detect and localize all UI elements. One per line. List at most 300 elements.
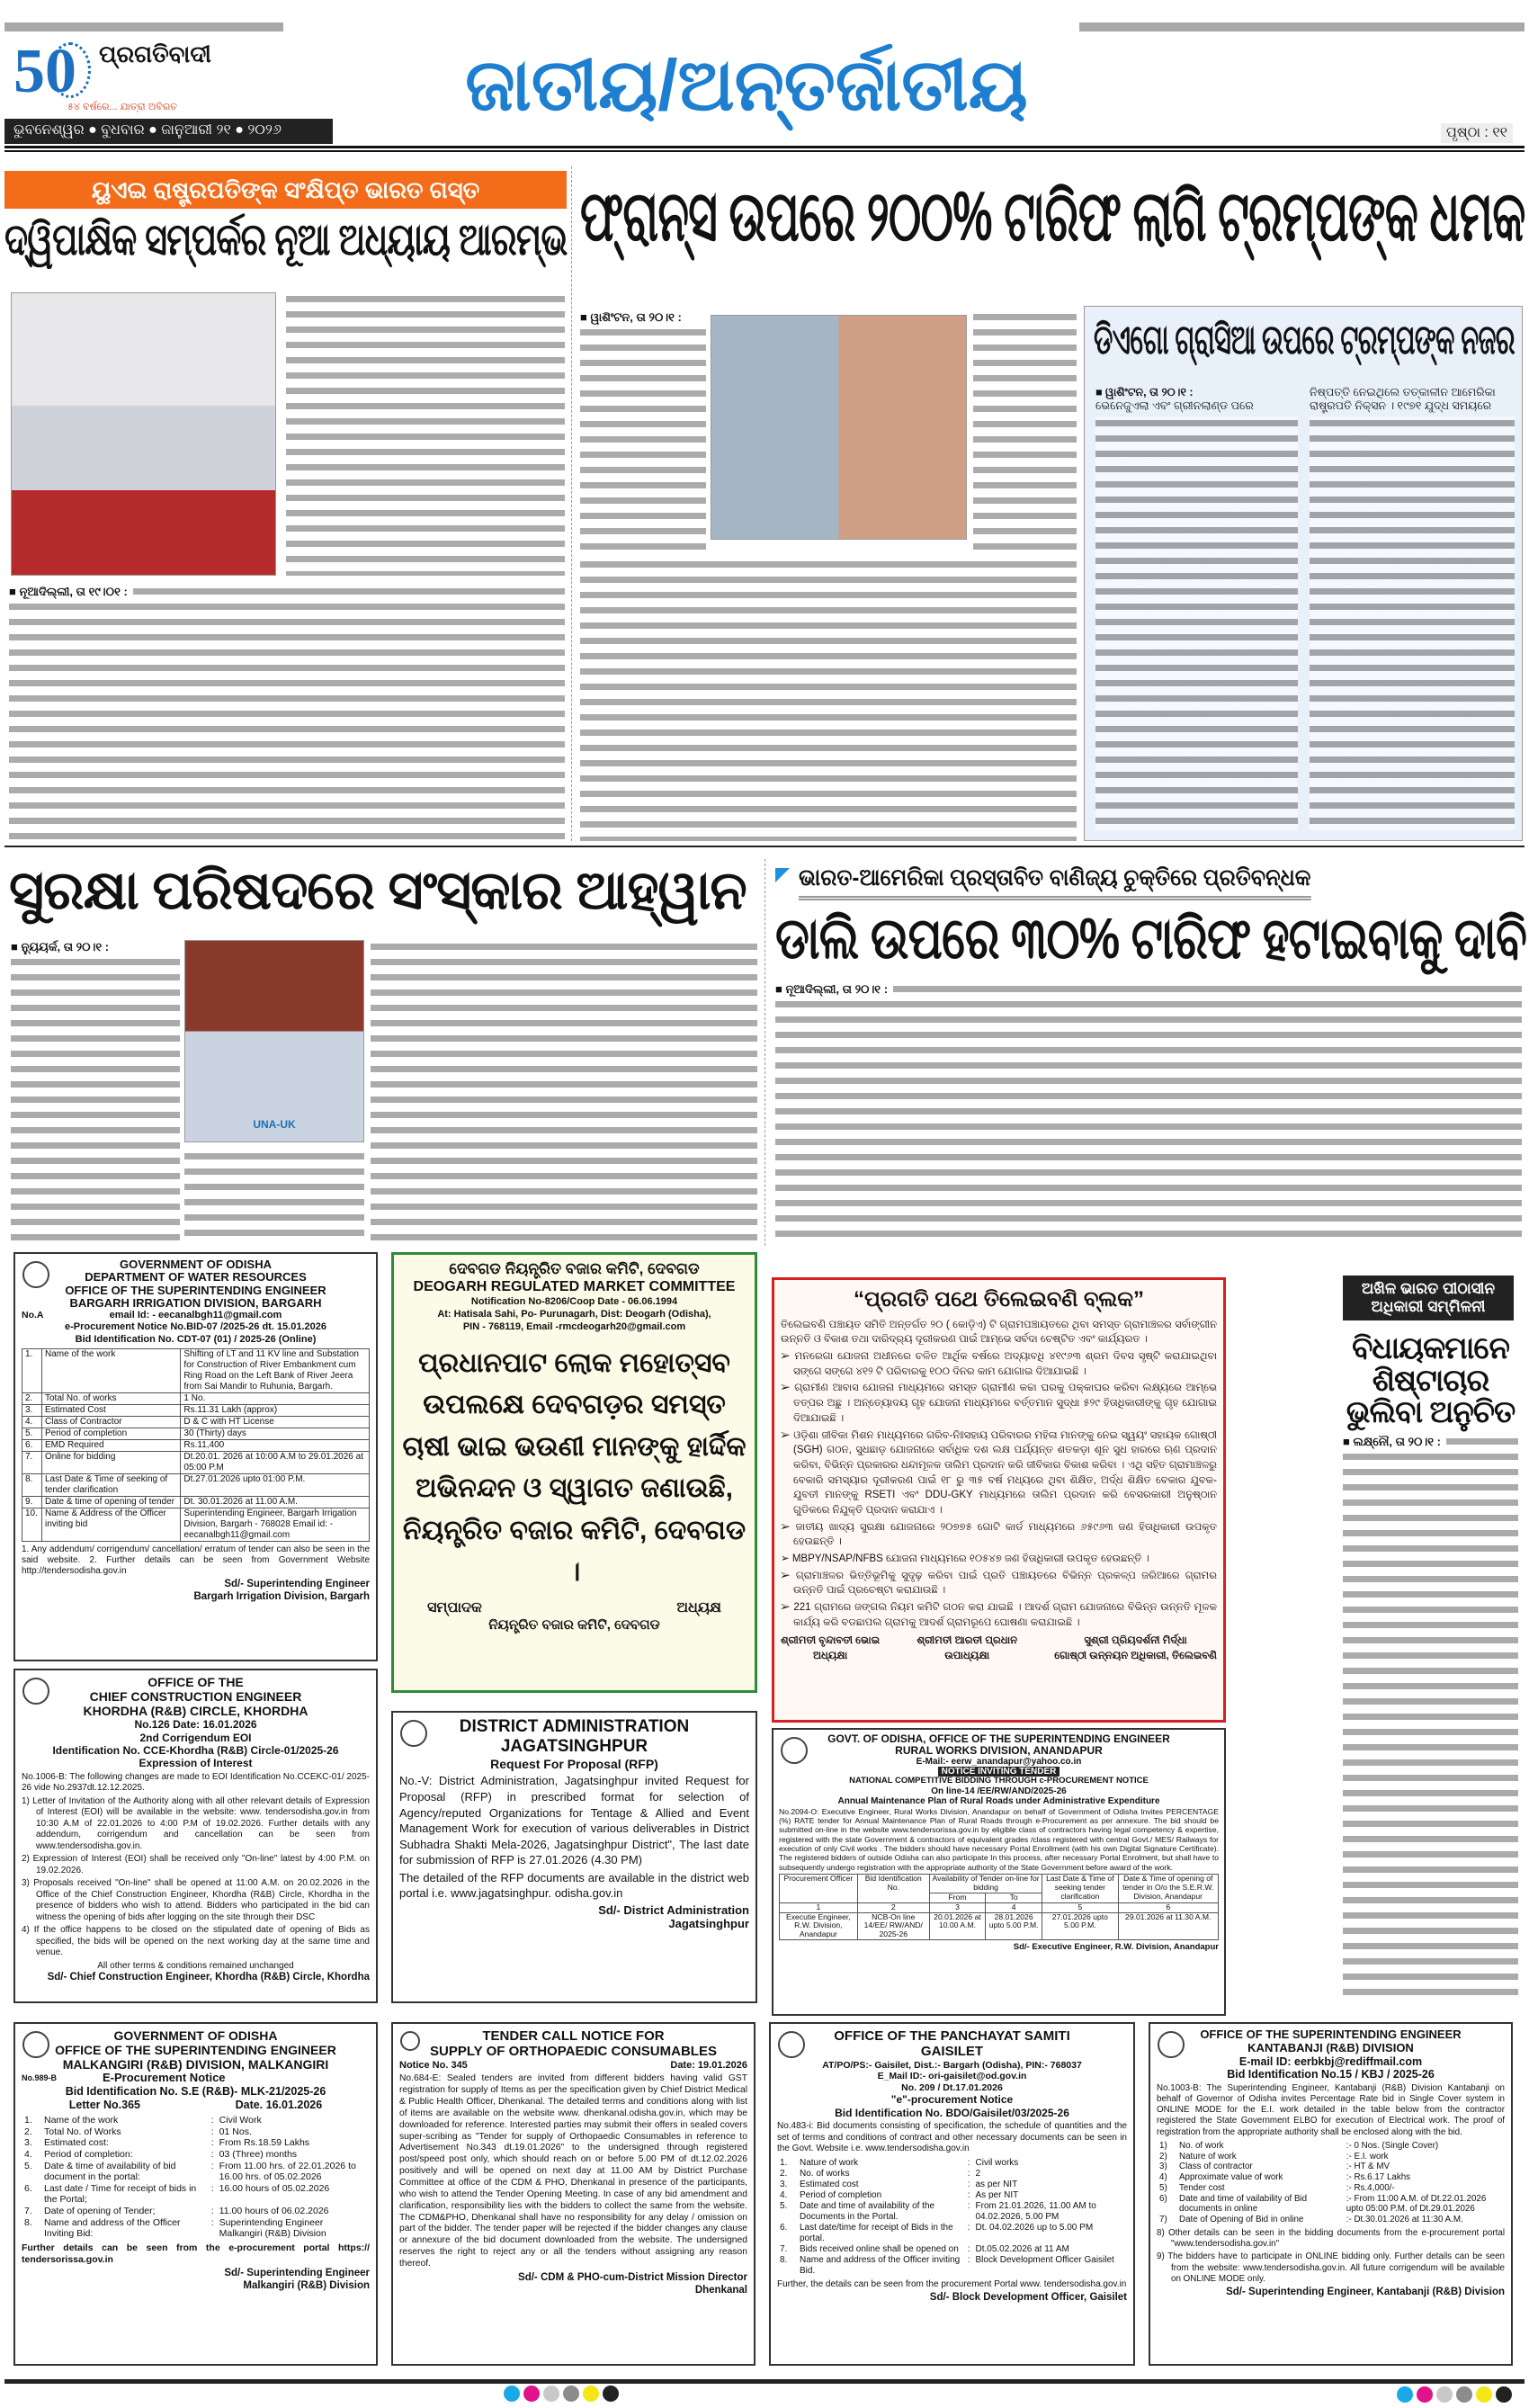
mla-kicker: ଅଖିଳ ଭାରତ ପୀଠାସୀନ ଅଧିକାରୀ ସମ୍ମିଳନୀ [1343, 1276, 1514, 1320]
ad-email: E-mail ID: eerbkbj@rediffmail.com [1238, 2054, 1423, 2068]
table-row [1157, 2183, 1505, 2194]
row-value: Block Development Officer Gaisilet [975, 2254, 1114, 2265]
ad-table [1157, 2141, 1505, 2225]
ad-khordha-eoi [13, 1669, 378, 2003]
row-number: 3) [1159, 2162, 1167, 2172]
row-number: 1. [780, 2157, 788, 2168]
row-value: Dt.20.01. 2026 at 10:00 A.M to 29.01.2026 at 05:00 P.M [181, 1451, 370, 1473]
row-value: 2 [975, 2168, 981, 2179]
row-number: 1) [1159, 2140, 1167, 2151]
row-value: Shifting of LT and 11 KV line and Substation for Construction of River Embankment cum Ring Road on the Left Bank of River Jeera from Sai Mandir to Ruhunia, Bargarh. [181, 1348, 370, 1392]
ad-orthopaedic-tender [391, 2022, 756, 2366]
arrow-bullet-icon: ➢ [781, 1351, 795, 1363]
odisha-emblem-icon [778, 2031, 805, 2058]
row-number: 8. [24, 2216, 32, 2228]
footer-rule [4, 2379, 1525, 2384]
ad-bid-id: Bid Identification No. CDT-07 (01) / 2025-26 (Online) [75, 1333, 317, 1345]
table-row [1157, 2172, 1505, 2183]
colon: : [210, 2216, 214, 2228]
row-value: Superintending Engineer Malkangiri (R&B) Division [219, 2216, 326, 2240]
diego-lead: ଭେନେଜୁଏଲା ଏବଂ ଗ୍ରୀନଲାଣ୍ଡ ପରେ [1095, 399, 1254, 412]
ad-notice: E-Procurement Notice [103, 2071, 226, 2085]
row-label: Period of completion [42, 1428, 181, 1439]
diego-col2-line: ରାଷ୍ଟ୍ରପତି ନିକ୍ସନ । ୧୯୭୧ ଯୁଦ୍ଧ ସମୟରେ [1310, 399, 1492, 412]
row-value: :- HT & MV [1346, 2162, 1390, 2172]
ad-tilebani-block [772, 1277, 1226, 1723]
row-number: 2. [24, 2126, 32, 2137]
row-value: 01 Nos. [219, 2126, 252, 2137]
row-label: Period of completion [800, 2189, 882, 2200]
uae-body [9, 585, 565, 841]
ad-malkangiri [13, 2022, 378, 2366]
table-row [777, 2158, 1127, 2169]
ad-secretary: ସମ୍ପାଦକ [427, 1599, 482, 1616]
diego-col2 [1310, 386, 1515, 830]
bullet-text: ଗ୍ରାମୀଣ ଆବାସ ଯୋଜନା ମାଧ୍ୟମରେ ସମସ୍ତ ଗ୍ରାମୀଣ କଚ୍ଚା ଘରକୁ ପକ୍କାଘର କରିବା ଲକ୍ଷ୍ୟରେ ଆମ୍ଭେ ତତ୍ପର ଅଛୁ । ଅନ୍ତ୍ୟୋଦୟ ଗୃହ ଯୋଜନା ମାଧ୍ୟମରେ ବର୍ତ୍ତମାନ ସୁଦ୍ଧା ୫୨୯ ହିତାଧିକାରୀଙ୍କୁ ଗୃହ ଯୋଗାଇ ଦିଆଯାଇଛି । [793, 1383, 1217, 1424]
ad-ident: Identification No. CCE-Khordha (R&B) Circle-01/2025-26 [52, 1744, 339, 1758]
row-label: Date of Opening of Bid in online [1179, 2215, 1304, 2225]
row-value: as per NIT [975, 2179, 1018, 2189]
triangle-icon [775, 868, 790, 882]
registration-dot [1417, 2386, 1433, 2403]
ad-signature: Sd/- CDM & PHO-cum-District Mission Director Dhenkanal [518, 2271, 747, 2296]
colon: : [210, 2205, 214, 2216]
un-body-left [11, 940, 180, 1241]
uae-photo [11, 292, 276, 576]
row-value: 30 (Thirty) days [181, 1428, 370, 1439]
table-row [1157, 2162, 1505, 2172]
column-divider-2 [764, 859, 765, 1246]
table-row [22, 2161, 370, 2183]
colon: : [967, 2168, 970, 2179]
signatory-role: ଅଧ୍ୟକ୍ଷା [812, 1650, 848, 1661]
bullet-text: MBPY/NSAP/NFBS ଯୋଜନା ମାଧ୍ୟମରେ ୧୦୫୪୭ ଜଣ ହିତାଧିକାରୀ ଉପକୃତ ହେଉଛନ୍ତି । [791, 1553, 1149, 1564]
diego-headline: ଡିଏଗୋ ଗ୍ରାସିଆ ଉପରେ ଟ୍ରମ୍ପଙ୍କ ନଜର [1094, 316, 1516, 363]
registration-dot [563, 2386, 579, 2402]
row-number: 9. [22, 1496, 42, 1508]
section-title: ଜାତୀୟ/ଅନ୍ତର୍ଜାତୀୟ [465, 45, 1028, 125]
arrow-bullet-icon: ➢ [781, 1429, 794, 1441]
ad-note: Further, the details can be seen from the procurement Portal www. tendersodisha.gov.in [777, 2278, 1127, 2289]
ad-email: E-Mail:- eerw_anandapur@yahoo.co.in [916, 1757, 1082, 1768]
row-value: Civil Work [219, 2115, 262, 2126]
ad-signature: Sd/- Superintending Engineer Malkangiri (R&B) Division [224, 2268, 370, 2291]
row-value: Superintending Engineer, Bargarh Irrigation Division, Bargarh - 768028 Email id: -eecanalbgh11@gmail.com [181, 1508, 370, 1541]
row-number: 3. [24, 2137, 32, 2149]
colon: : [210, 2126, 214, 2137]
row-label: No. of work [1179, 2140, 1224, 2151]
page-number: ପୃଷ୍ଠା : ୧୧ [1441, 123, 1513, 143]
bullet-text: 221 ଗ୍ରାମରେ ଜଙ୍ଗଲ ନିୟମ କମିଟି ଗଠନ କରା ଯାଇଛି । ଆଦର୍ଶ ଗ୍ରାମ ଯୋଜନାରେ ବିଭିନ୍ନ ଉନ୍ନତି ମୂଳକ କାର୍ଯ୍ୟ କରି ବଡଛାପଲ ଗ୍ରାମକୁ ଆଦର୍ଶ ଗ୍ରାମରୂପେ ଘୋଷଣା କରାଯାଇଛି । [793, 1601, 1217, 1628]
table-row [1157, 2194, 1505, 2216]
colon: : [967, 2179, 970, 2189]
diego-col2-lead: ନିଷ୍ପତ୍ତି ନେଇଥିଲେ ତତ୍କାଳୀନ ଆମେରିକା [1310, 386, 1496, 398]
ad-email: email Id: - eecanalbgh11@gmail.com [109, 1310, 282, 1321]
ad-plan: Annual Maintenance Plan of Rural Roads under Administrative Expenditure [837, 1795, 1160, 1806]
table-row [1157, 2141, 1505, 2152]
row-value: Civil works [975, 2157, 1019, 2168]
row-number: 5. [24, 2160, 32, 2171]
row-value: D & C with HT License [181, 1416, 370, 1428]
uae-dateline: ■ ନୂଆଦିଲ୍ଲୀ, ତା ୧୯।୦୧ : [9, 585, 133, 599]
table-row [1157, 2215, 1505, 2225]
row-number: 7. [22, 1451, 42, 1473]
dal-headline: ଡାଲି ଉପରେ ୩୦% ଟାରିଫ ହଟାଇବାକୁ ଦାବି [775, 906, 1527, 971]
row-label: Nature of work [1179, 2151, 1237, 2162]
table-row [22, 1473, 370, 1496]
ad-bid-id: Bid Identification No. S.E (R&B)- MLK-21/2025-26 [65, 2085, 326, 2099]
table-row [22, 2206, 370, 2217]
logo-seal-icon [49, 42, 91, 98]
logo-50: 50 [13, 37, 76, 106]
row-number: 4. [24, 2149, 32, 2160]
row-label: Date and time of vailability of Bid documents in online [1179, 2193, 1308, 2215]
ad-corrigendum: 2nd Corrigendum EOI [139, 1731, 252, 1744]
france-headline: ଫ୍ରାନ୍ସ ଉପରେ ୨୦୦% ଟାରିଫ ଲାଗି ଟ୍ରମ୍ପଙ୍କ ଧମକ [580, 176, 1525, 255]
ad-notice: "e"-procurement Notice [890, 2093, 1014, 2107]
ad-kantabanji [1149, 2022, 1513, 2366]
table-row [777, 2244, 1127, 2255]
colon: : [967, 2254, 970, 2265]
row-number: 1. [22, 1348, 42, 1392]
list-item: 8) Other details can be seen in the bidding documents from the e-procurement portal "www.tendersodisha.gov.in" [1157, 2227, 1505, 2250]
row-label: Date and time of availability of the Documents in the Portal. [800, 2200, 935, 2222]
row-label: EMD Required [42, 1439, 181, 1451]
colon: : [210, 2137, 214, 2149]
col-header: Procurement Officer [780, 1875, 858, 1903]
row-label: Total No. of works [42, 1392, 181, 1404]
ad-no: No.989-B [22, 2073, 58, 2083]
ad-online-no: On line-14 /EE/RW/AND/2025-26 [931, 1786, 1067, 1796]
ad-signatories [781, 1634, 1217, 1663]
row-number: 2. [780, 2168, 788, 2179]
row-label: Tender cost [1179, 2182, 1225, 2193]
bullet-text: ଗ୍ରାମାଞ୍ଚଳର ଭିତ୍ତିଭୂମିକୁ ସୁଦୃଢ଼ କରିବା ପାଇଁ ପ୍ରତି ପଞ୍ଚାୟତରେ ବିଭିନ୍ନ ପ୍ରକଳ୍ପ ଜରିଆରେ ଗ୍ରାମର ଉନ୍ନତି ପାଇଁ ପ୍ରଚେଷ୍ଟା କରାଯାଉଛି । [793, 1570, 1217, 1597]
row-label: Name & Address of the Officer inviting bid [42, 1508, 181, 1541]
table-row [777, 2223, 1127, 2244]
ad-note: Further details can be seen from the e-procurement portal https:// tendersorissa.gov.in [22, 2242, 370, 2265]
list-item [781, 1381, 1217, 1426]
table-row [22, 2183, 370, 2206]
table-row [777, 2190, 1127, 2201]
odisha-emblem-icon [22, 1678, 49, 1705]
column-divider [571, 166, 572, 841]
colon: : [967, 2157, 970, 2168]
row-label: Approximate value of work [1179, 2172, 1283, 2183]
row-value: :- Dt.30.01.2026 at 11:30 A.M. [1346, 2215, 1463, 2225]
signatory [1054, 1634, 1217, 1663]
row-value: Dt.27.01.2026 upto 01:00 P.M. [181, 1473, 370, 1496]
row-label: Last date / Time for receipt of bids in the Portal; [44, 2182, 197, 2206]
ad-bid-id: Bid Identification No. BDO/Gaisilet/03/2025-26 [835, 2106, 1069, 2119]
col-header: Bid Identification No. [857, 1875, 929, 1903]
ad-heading: OFFICE OF THE SUPERINTENDING ENGINEER KANTABANJI (R&B) DIVISION [1200, 2028, 1462, 2054]
ad-notice-no: Notice No. 345 [399, 2059, 468, 2071]
signatory-role: ଉପାଧ୍ୟକ୍ଷା [944, 1650, 990, 1661]
top-rule-right [1079, 22, 1525, 31]
colon: : [967, 2222, 970, 2233]
table-row [22, 2137, 370, 2149]
table-row [22, 1404, 370, 1416]
paper-name: ପ୍ରଗତିବାଦୀ [99, 40, 211, 67]
row-number: 8. [22, 1473, 42, 1496]
uae-kicker: ୟୁଏଇ ରାଷ୍ଟ୍ରପତିଙ୍କ ସଂକ୍ଷିପ୍ତ ଭାରତ ଗସ୍ତ [4, 171, 567, 209]
registration-dot [1436, 2386, 1453, 2403]
row-number: 7. [24, 2205, 32, 2216]
ad-date: Date. 16.01.2026 [235, 2098, 323, 2111]
uae-headline: ଦ୍ୱିପାକ୍ଷିକ ସମ୍ପର୍କର ନୂଆ ଅଧ୍ୟାୟ ଆରମ୍ଭ [4, 214, 568, 264]
table-row [22, 2217, 370, 2240]
logo-tagline: ୫୪ ବର୍ଷରେ... ଯାତ୍ରା ଅବିରତ [67, 102, 178, 112]
ad-unchanged: All other terms & conditions remained unchanged [97, 1960, 294, 1971]
row-value: Rs.11.31 Lakh (approx) [181, 1404, 370, 1416]
uae-body-right [286, 292, 565, 576]
row-label: Date & time of availability of bid document in the portal: [44, 2160, 176, 2183]
ad-no: No.126 Date: 16.01.2026 [134, 1718, 257, 1732]
row-label: Estimated cost: [44, 2137, 109, 2149]
france-body-bottom [580, 558, 1077, 841]
row-value: 03 (Three) months [219, 2149, 298, 2160]
row-value: :- From 11:00 A.M. of Dt.22.01.2026 upto 05:00 P.M. of Dt.29.01.2026 [1346, 2193, 1487, 2215]
list-item [781, 1349, 1217, 1379]
dateline-bar: ଭୁବନେଶ୍ୱର ● ବୁଧବାର ● ଜାନୁଆରୀ ୨୧ ● ୨୦୨୬ [4, 119, 333, 144]
row-label: Bids received online shall be opened on [800, 2243, 959, 2254]
ad-anandapur-tender [772, 1728, 1226, 2016]
un-headline: ସୁରକ୍ଷା ପରିଷଦରେ ସଂସ୍କାର ଆହ୍ୱାନ [9, 860, 747, 920]
registration-dot [1496, 2386, 1512, 2403]
ad-body: No.684-E: Sealed tenders are invited from different bidders having valid GST registration for supply of Items as per the specification given by Chief District Medical & Public Health Officer, Dhenkanal. The detailed terms and conditions along with list of items are available on the website www. dhenkanal.odisha.gov.in, which may be downloaded for reference. Interested parties may submit their offers in sealed covers super-scribing as "Tender for supply of Orthopaedic Consumables in reference to Advertisement No.343 dt.19.01.2026" to the undersigned through registered post/speed post only, which should reach on or before 5.00 PM of dt.12.02.2026 positively and will be opened on next day at 11.00 AM by District Purchase Committee at office of the CDM & PHO, Dhenkanal in presence of the participants, who wish to attend the Tender Opening Meeting. In case of any bid amendment and clarification, responsibility lies with the bidders to collect the same from the website. The CDM&PHO, Dhenkanal shall have no responsibility for any delay / omission on part of the bidder. The tender paper will be rejected if the bidder changes any clause or annexure of the bid document downloaded from the website. The undersigned reserves the right to reject any or all the tenders without assigning any reason thereof. [399, 2073, 747, 2269]
macron-trump-photo [711, 315, 967, 540]
row-number: 4) [1159, 2172, 1167, 2183]
row-value: Rs.11,400 [181, 1439, 370, 1451]
table-row [22, 2115, 370, 2126]
top-rule-left [4, 22, 283, 31]
ad-heading: GOVERNMENT OF ODISHA DEPARTMENT OF WATER RESOURCES OFFICE OF THE SUPERINTENDING ENGINEER BARGARH IRRIGATION DIVISION, BARGARH [65, 1258, 326, 1310]
col-header: Availability of Tender on-line for bidding [929, 1875, 1042, 1893]
table-row [22, 1348, 370, 1392]
diego-dateline: ■ ୱାଶିଂଟନ, ତା ୨୦।୧ : [1095, 386, 1194, 398]
row-label: Date of opening of Tender; [44, 2205, 156, 2216]
ad-chairman: ଅଧ୍ୟକ୍ଷ [676, 1599, 721, 1616]
un-body-right [371, 940, 757, 1241]
un-body-mid [184, 1150, 364, 1241]
registration-dot [1476, 2386, 1492, 2403]
table-row [22, 1392, 370, 1404]
ad-title: “ପ୍ରଗତି ପଥେ ତିଲେଇବଣି ବ୍ଲକ” [853, 1287, 1145, 1311]
row-value: Dt. 30.01.2026 at 11.00 A.M. [181, 1496, 370, 1508]
ad-date: Date: 19.01.2026 [670, 2059, 747, 2071]
mla-dateline: ■ ଲକ୍ଷ୍ନୌ, ତା ୨୦।୧ : [1343, 1435, 1446, 1449]
odisha-emblem-icon [22, 2031, 49, 2058]
odisha-emblem-icon [400, 1720, 427, 1747]
table-row [22, 1508, 370, 1541]
ad-no: No.A [22, 1310, 44, 1321]
signatory [781, 1634, 880, 1663]
ad-items [22, 1796, 370, 1959]
col-header: Last Date & Time of seeking tender clarification [1042, 1875, 1118, 1903]
ad-intro: No.1006-B: The following changes are made to EOI Identification No.CCEKC-01/ 2025-26 vide No.2937dt.12.12.2025. [22, 1771, 370, 1794]
france-body-left [580, 310, 706, 553]
registration-dot [1456, 2386, 1472, 2403]
ad-signature: Sd/- Superintending Engineer Bargarh Irrigation Division, Bargarh [193, 1578, 370, 1602]
table-row [777, 2255, 1127, 2277]
list-item: 9) The bidders have to participate in ONLINE bidding only. Further details can be seen from the website: www.tendersodisha.gov.in. All future corrigendum will be available on ONLINE MODE only. [1157, 2251, 1505, 2284]
row-value: :- E.I. work [1346, 2151, 1389, 2162]
ad-intro: ତିଲେଇବଣି ପଞ୍ଚାୟତ ସମିତି ଅନ୍ତର୍ଗତ ୨୦ ( କୋଡ଼ିଏ) ଟି ଗ୍ରାମପଞ୍ଚାୟତରେ ଥିବା ସମସ୍ତ ଗ୍ରାମାଞ୍ଚଳର ସର୍ବାଙ୍ଗୀନ ଉନ୍ନତି ଓ ବିକାଶ ତଥା ଦାରିଦ୍ର୍ୟ ଦୂରୀକରଣ ପାଇଁ ଆମ୍ଭେ ସର୍ବଦା ଚେଷ୍ଟିତ ଏବଂ କାର୍ଯ୍ୟରତ । [781, 1319, 1217, 1346]
diego-box [1084, 306, 1523, 841]
row-number: 5. [22, 1428, 42, 1439]
col-header: Date & Time of opening of tender in O/o the S.E.R.W. Division, Anandapur [1118, 1875, 1218, 1903]
colon: : [210, 2149, 214, 2160]
row-value: Dt.05.02.2026 at 11 AM [975, 2243, 1069, 2254]
row-label: Name and address of the Officer Inviting Bid: [44, 2216, 181, 2240]
ad-table [22, 1348, 370, 1542]
arrow-bullet-icon: ➢ [781, 1570, 796, 1581]
bullet-text: ଜାତୀୟ ଖାଦ୍ୟ ସୁରକ୍ଷା ଯୋଜନାରେ ୨୦୭୭୫ ଗୋଟି କାର୍ଡ ମାଧ୍ୟମରେ ୬୫୯୬୩ ଜଣ ହିତାଧିକାରୀ ଉପକୃତ ହେଉଛନ୍ତି । [793, 1521, 1217, 1548]
row-number: 7. [780, 2243, 788, 2254]
ad-body: No.-V: District Administration, Jagatsinghpur invited Request for Proposal (RFP) in prescribed format for selection of Agency/reputed Organizations for Tentage & Allied and Event Management Work for execution of various deliverables in District Subhadra Shakti Mela-2026, Jagatsinghpur District", The last date for submission of RFP is 27.01.2026 (4.30 PM) [399, 1774, 749, 1867]
colon: : [967, 2189, 970, 2200]
ad-heading: TENDER CALL NOTICE FOR SUPPLY OF ORTHOPAEDIC CONSUMABLES [430, 2028, 717, 2060]
registration-dot [1397, 2386, 1413, 2403]
table-row [22, 1416, 370, 1428]
list-item [781, 1569, 1217, 1598]
registration-dot [603, 2386, 619, 2402]
arrow-bullet-icon: ➢ [781, 1601, 794, 1613]
list-item: 1) Letter of Invitation of the Authority along with all other relevant details of Expression of Interest (EOI) will be available in the website: www. tendersodisha.gov.in from 10:30 A.M of 22.01.2026 to 4:00 P.M of 19.02.2026. Further details with any addendum, corrigendum and cancellation can be seen from www.tendersodisha.gov.in. [22, 1795, 370, 1851]
dal-body [775, 982, 1522, 1243]
ad-pin-email: PIN - 768119, Email -rmcdeogarh20@gmail.com [462, 1320, 686, 1332]
registration-dot [583, 2386, 599, 2402]
section-rule [4, 846, 1525, 847]
row-number: 6) [1159, 2193, 1167, 2204]
row-value: From 11.00 hrs. of 22.01.2026 to 16.00 hrs. of 05.02.2026 [219, 2160, 356, 2183]
ad-table [777, 2158, 1127, 2277]
ad-address: AT/PO/PS:- Gaisilet, Dist.:- Bargarh (Odisha), PIN:- 768037 [822, 2059, 1082, 2071]
colon: : [210, 2115, 214, 2126]
signatory-name: ଶ୍ରୀମତୀ ଆରତୀ ପ୍ରଧାନ [917, 1635, 1018, 1647]
un-dateline: ■ ନ୍ୟୁୟର୍କ, ତା ୨୦।୧ : [11, 940, 180, 954]
bullet-text: ଓଡ଼ିଶା ଜୀବିକା ମିଶନ ମାଧ୍ୟମରେ ଗରିବ-ନିଃସହାୟ ପରିବାରର ମହିଳା ମାନଙ୍କୁ ନେଇ ସ୍ୱୟଂ ସହାୟକ ଗୋଷ୍ଠୀ (SGH) ଗଠନ, ସୁଧଛାଡ଼ ଯୋଜନାରେ ସର୍ବାଧିକ ଦଶ ଲକ୍ଷ ପର୍ଯ୍ୟନ୍ତ ଶତକଡ଼ା ଶୂନ ସୁଧ ହାରରେ ଋଣ ପ୍ରଦାନ କରିବା, ବିଭିନ୍ନ ପ୍ରକାରର ଧନ୍ଦାମୂଳକ ତାଲିମ ପ୍ରଦାନ କରି ଜୀବିକାର ବିକାଶ କରିବା । ଏଥି ସହିତ ଗ୍ରାମାଞ୍ଚଳରୁ ବେକାରି ସମସ୍ୟାର ଦୂରୀକରଣ ପାଇଁ ୧୮ ରୁ ୩୫ ବର୍ଷ ମଧ୍ୟରେ ଥିବା ଶିକ୍ଷିତ, ଅର୍ଦ୍ଧ ଶିକ୍ଷିତ ବେକାର ଯୁବକ-ଯୁବତୀ ମାନଙ୍କୁ RSETI ଏବଂ DDU-GKY ମାଧ୍ୟମରେ ତାଲିମ ପ୍ରଦାନ କରି ବେସରକାରୀ ଅନୁଷ୍ଠାନ ଗୁଡିକରେ ନିଯୁକ୍ତି ପ୍ରଦାନ କରାଯାଏ । [793, 1429, 1217, 1516]
ad-notification: Notification No-8206/Coop Date - 06.06.1994 [470, 1296, 678, 1308]
ad-title: DEOGARH REGULATED MARKET COMMITTEE [413, 1279, 736, 1295]
ad-heading: GOVERNMENT OF ODISHA OFFICE OF THE SUPERINTENDING ENGINEER MALKANGIRI (R&B) DIVISION, MALKANGIRI [55, 2028, 336, 2072]
row-label: Period of completion: [44, 2149, 133, 2160]
ad-body: No.483-i: Bid documents consisting of specification, the schedule of quantities and the set of terms and conditions of contract and other necessary documents can be seen in the Govt. Website i.e. www.tendersodisha.gov.in [777, 2121, 1127, 2154]
registration-dot [504, 2386, 520, 2402]
ad-bid-id: Bid Identification No.15 / KBJ / 2025-26 [1227, 2068, 1435, 2081]
row-number: 6. [780, 2222, 788, 2233]
ad-title-odia: ଦେବଗଡ ନିୟନ୍ତ୍ରିତ ବଜାର କମିଟି, ଦେବଗଡ [449, 1260, 700, 1277]
colon: : [210, 2160, 214, 2171]
table-row [22, 1496, 370, 1508]
row-label: Online for bidding [42, 1451, 181, 1473]
row-label: Class of contractor [1179, 2162, 1253, 2172]
row-value: :- 0 Nos. (Single Cover) [1346, 2140, 1439, 2151]
france-dateline: ■ ୱାଶିଂଟନ, ତା ୨୦।୧ : [580, 310, 706, 325]
ad-body: No.1003-B: The Superintending Engineer, Kantabanji (R&B) Division Kantabanji on behalf of Governor of Odisha invites Percentage Rate bid in Single Cover system in ONLINE MODE for the E.I. work detailed in the table below from the contractor registered the State Government ELBO for execution of Electrical work. The proof of registration from the appropriate authority shall be enclosed along with the bid. [1157, 2082, 1505, 2137]
ad-bullets [781, 1349, 1217, 1630]
row-value: 1 No. [181, 1392, 370, 1404]
dal-kicker: ଭାରତ-ଆମେରିକା ପ୍ରସ୍ତାବିତ ବାଣିଜ୍ୟ ଚୁକ୍ତିରେ ପ୍ରତିବନ୍ଧକ [799, 864, 1311, 900]
odisha-emblem-icon [1158, 2031, 1185, 2058]
ad-heading: OFFICE OF THE PANCHAYAT SAMITI GAISILET [834, 2028, 1070, 2060]
ad-bargarh-irrigation [13, 1252, 378, 1661]
row-value: From Rs.18.59 Lakhs [219, 2137, 310, 2149]
row-value: From 21.01.2026, 11.00 AM to 04.02.2026, 5.00 PM [975, 2200, 1096, 2222]
newspaper-logo [13, 31, 211, 117]
list-item [781, 1552, 1217, 1567]
signatory-role: ଗୋଷ୍ଠୀ ଉନ୍ନୟନ ଅଧିକାରୀ, ତିଲେଇବଣି [1054, 1650, 1217, 1661]
row-number: 3. [780, 2179, 788, 2189]
row-label: Last Date & Time of seeking of tender clarification [42, 1473, 181, 1496]
health-emblem-icon [400, 2031, 420, 2051]
row-number: 6. [22, 1439, 42, 1451]
registration-dot [523, 2386, 540, 2402]
ad-jagatsinghpur-rfp [391, 1711, 757, 2003]
signatory [917, 1634, 1017, 1663]
ad-signature: Sd/- District Administration Jagatsinghpur [598, 1902, 749, 1931]
list-item [781, 1428, 1217, 1518]
row-label: Estimated Cost [42, 1404, 181, 1416]
row-label: Last date/time for receipt of Bids in the portal. [800, 2222, 953, 2243]
sub-header: From [929, 1893, 985, 1902]
ad-rfp: Request For Proposal (RFP) [490, 1756, 658, 1771]
ad-gaisilet [769, 2022, 1135, 2366]
row-number: 2. [22, 1392, 42, 1404]
bullet-text: ମନରେଗା ଯୋଜନା ଅଧୀନରେ ଚଳିତ ଆର୍ଥିକ ବର୍ଷରେ ଅଦ୍ୟାବଧି ୪୧୯୬୩ ଶ୍ରମ ଦିବସ ସୃଷ୍ଟି କରାଯାଇଥିବା ସଙ୍ଗେ ସଙ୍ଗେ ୪୧୨ ଟି ପରିବାରକୁ ୧୦୦ ଦିନର କାମ ଯୋଗାଇ ଦିଆଯାଇଛି । [793, 1351, 1217, 1377]
list-item [781, 1600, 1217, 1630]
diego-col1 [1095, 386, 1298, 830]
row-number: 8. [780, 2254, 788, 2265]
colon: : [967, 2200, 970, 2211]
row-value: :- Rs.6.17 Lakhs [1346, 2172, 1411, 2183]
row-value: :- Rs.4,000/- [1346, 2182, 1395, 2193]
ad-deogarh-market [391, 1252, 757, 1693]
ad-body2: The detailed of the RFP documents are available in the district web portal i.e. www.jagatsinghpur. odisha.gov.in [399, 1870, 749, 1901]
row-value: Dt. 04.02.2026 up to 5.00 PM [975, 2222, 1094, 2233]
table-row [22, 1451, 370, 1473]
row-number: 1. [24, 2115, 32, 2126]
row-label: Class of Contractor [42, 1416, 181, 1428]
france-body-right [973, 310, 1077, 553]
sub-header: To [986, 1893, 1042, 1902]
row-label: Date & time of opening of tender [42, 1496, 181, 1508]
row-label: Name and address of the Officer inviting Bid. [800, 2254, 961, 2276]
table-row [22, 2149, 370, 2161]
table-row [22, 1428, 370, 1439]
row-value: 16.00 hours of 05.02.2026 [219, 2182, 330, 2194]
ad-items [1157, 2228, 1505, 2285]
mla-headline: ବିଧାୟକମାନେ ଶିଷ୍ଟାଚାର ଭୁଲିବା ଅନୁଚିତ [1346, 1331, 1516, 1430]
row-number: 3. [22, 1404, 42, 1416]
ad-table: Procurement Officer Bid Identification No. Availability of Tender on-line for bidding Last Date & Time of seeking tender clarification Date & Time of opening of tender in O/o the S.E.R.W. Division, Anandapur From To 1 2 3 4 5 6 Executie Engineer, R.W. Division, Anandapur NCB-On line 14/EE/ RW/AND/ 2025-26 20.01.2026 at 10.00 A.M. 28.01.2026 upto 5.00 P.M. 27.01.2026 upto 5.00 P.M. 29.01.2026 at 11.30 A.M. [779, 1874, 1219, 1940]
table-row [777, 2169, 1127, 2180]
row-label: No. of works [800, 2168, 850, 2179]
ad-eoi: Expression of Interest [139, 1757, 253, 1770]
table-row [1157, 2152, 1505, 2162]
row-label: Total No. of Works [44, 2126, 121, 2137]
ad-signature: Sd/- Executive Engineer, R.W. Division, Anandapur [1013, 1942, 1219, 1953]
row-number: 2) [1159, 2151, 1167, 2162]
signatory-name: ସୁଶ୍ରୀ ପ୍ରିୟଦର୍ଶନୀ ମିର୍ଦ୍ଧା [1084, 1635, 1187, 1647]
table-row [22, 1439, 370, 1451]
ad-nit-badge: NOTICE INVITING TENDER [938, 1767, 1060, 1777]
arrow-bullet-icon: ➢ [781, 1383, 795, 1394]
odisha-emblem-icon [22, 1261, 49, 1288]
row-label: Name of the work [42, 1348, 181, 1392]
guterres-photo [184, 940, 364, 1142]
